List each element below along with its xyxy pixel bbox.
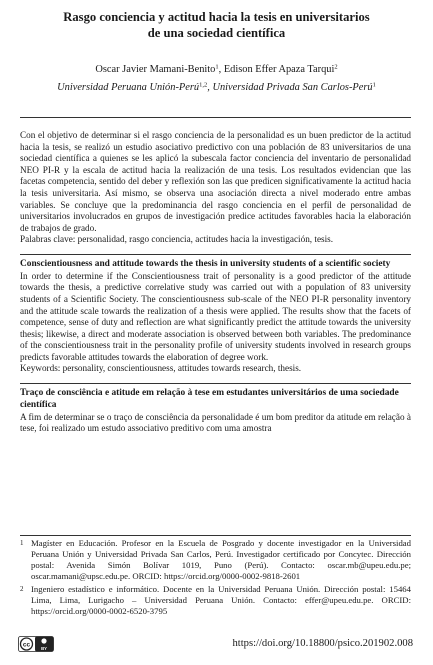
footnote-text: Ingeniero estadístico e informático. Docente en la Universidad Peruana Unión. Dirección postal: 15464 Lima, Lima, Lurigacho – Universidad Peruana Unión. Contacto: effer@upeu.edu.pe. ORCID: https://orcid.org/0000-0002-6520-3795 xyxy=(31,584,411,616)
author-list xyxy=(10,63,423,76)
page-footer xyxy=(18,636,413,656)
author-affiliation-marker: 2 xyxy=(334,63,338,71)
abstract-portuguese: A fim de determinar se o traço de consciência da personalidade é um bom preditor da atitude em relação à tese, foi realizado um estudo associativo preditivo com uma amostra xyxy=(20,411,411,434)
footnote-number: 1 xyxy=(20,539,24,547)
footnote xyxy=(20,584,411,617)
affiliation-list xyxy=(10,81,423,94)
cc-badge-text: cc xyxy=(22,641,31,649)
abstract-spanish: Con el objetivo de determinar si el rasgo conciencia de la personalidad es un buen predictor de la actitud hacia la tesis, se realizó un estudio asociativo predictivo con una población de 83 universitarios de una sociedad científica a quienes se les aplicó la subescala factor conciencia del inventario de personalidad NEO PI-R y la escala de actitud hacia la realización de una tesis. Los resultados evidencian que las facetas competencia, sentido del deber y reflexión son las que predicen significativamente la actitud hacia la tesis universitaria. Así mismo, se observa una asociación directa a nivel moderado entre ambas variables. Se concluye que la predominancia del rasgo conciencia en el perfil de personalidad de universitarios involucrados en grupos de investigación predice actitudes favorables hacia la elaboración de trabajos de grado. xyxy=(20,130,411,233)
section-divider xyxy=(20,254,411,255)
author-affiliation-marker: 1 xyxy=(215,63,219,71)
abstract-portuguese-title: Traço de consciência e atitude em relação à tese em estudantes universitários de uma sociedade científica xyxy=(20,388,399,410)
keywords-english: Keywords: personality, conscientiousness, attitudes towards research, thesis. xyxy=(20,363,302,374)
affiliation-name: Universidad Privada San Carlos-Perú xyxy=(212,82,373,93)
affiliation-separator: , xyxy=(207,82,213,93)
author-name: Edison Effer Apaza Tarqui xyxy=(223,64,335,75)
author-name: Oscar Javier Mamani-Benito xyxy=(95,64,216,75)
article-title xyxy=(20,10,413,41)
section-divider xyxy=(20,383,411,384)
affiliation-marker: 1 xyxy=(372,81,376,89)
abstract-english-title: Conscientiousness and attitude towards the thesis in university students of a scientific society xyxy=(20,258,391,269)
abstract-english: In order to determine if the Conscientiousness trait of personality is a good predictor of the attitude towards the thesis, a predictive correlative study was carried out with a population of 83 university students of a Scientific Society. The conscientiousness sub-scale of the NEO PI-R personality inventory and the attitude scale towards the realization of a thesis were applied. The results show that the facets of competence, sense of duty and reflection are what significantly predict the attitude towards the university thesis; likewise, a direct and moderate association is observed between both variables. The predominance of the conscientiousness trait in the personality profile of university students involved in research groups predicts favorable attitudes towards the elaboration of degree work. xyxy=(20,270,411,362)
title-line-2: de una sociedad científica xyxy=(147,25,286,40)
author-separator: , xyxy=(218,64,224,75)
footnote-number: 2 xyxy=(20,585,24,593)
affiliation-name: Universidad Peruana Unión-Perú xyxy=(57,82,200,93)
affiliation-marker: 1,2 xyxy=(199,81,208,89)
footnote-text: Magíster en Educación. Profesor en la Escuela de Posgrado y docente investigador en la Universidad Peruana Unión y Universidad Privada San Carlos, Perú. Investigador certificado por Concytec. Dirección postal: Avenida Simón Bolívar 1019, Puno (Perú). Contacto: oscar.mb@upeu.edu.pe; oscar.mamani@upsc.edu.pe. ORCID: https://orcid.org/0000-0002-9818-2601 xyxy=(31,538,411,581)
title-line-1: Rasgo conciencia y actitud hacia la tesis en universitarios xyxy=(63,10,370,24)
keywords-spanish: Palabras clave: personalidad, rasgo conciencia, actitudes hacia la investigación, tesis. xyxy=(20,234,334,245)
cc-by-license-icon xyxy=(18,636,54,652)
doi-link[interactable]: https://doi.org/10.18800/psico.201902.008 xyxy=(232,638,413,649)
by-badge-text: BY xyxy=(41,646,47,652)
abstracts-block xyxy=(20,117,411,536)
footnote xyxy=(20,538,411,582)
